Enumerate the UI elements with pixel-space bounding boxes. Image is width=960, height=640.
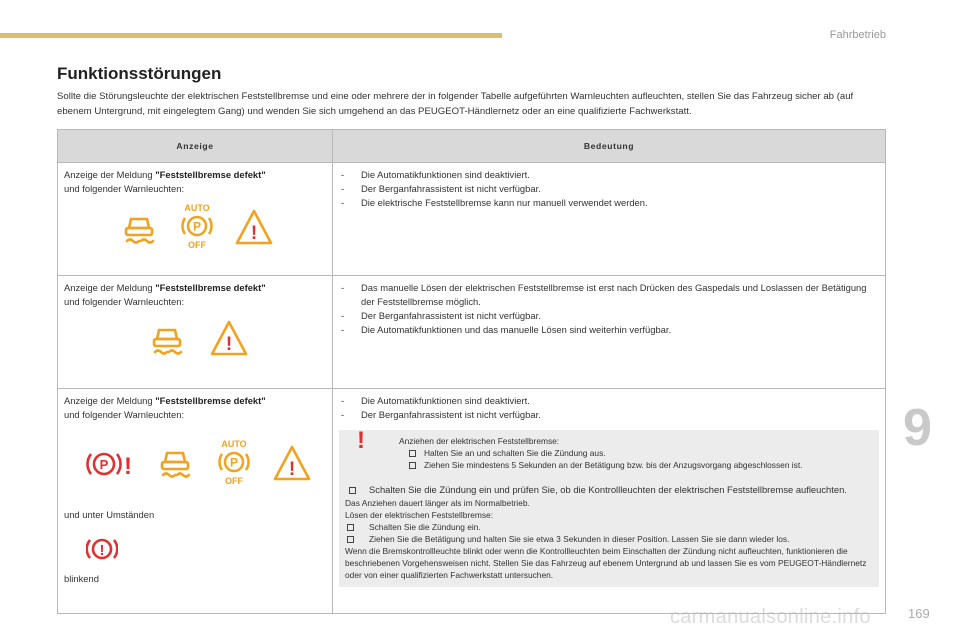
p-label: P bbox=[192, 219, 202, 234]
table-row bbox=[58, 276, 886, 389]
display-cell bbox=[58, 389, 333, 614]
note-header bbox=[345, 427, 873, 481]
note-main-step: Schalten Sie die Zündung ein und prüfen Sie, ob die Kontrollleuchten der elektrischen Feststellbremse aufleuchten. bbox=[345, 483, 873, 497]
table-row bbox=[58, 389, 886, 614]
auto-label: AUTO bbox=[221, 439, 247, 449]
checkbox-icon bbox=[347, 524, 354, 531]
meaning-item: - Die elektrische Feststellbremse kann nur manuell verwendet werden. bbox=[341, 197, 648, 208]
note-heading: Anziehen der elektrischen Feststellbremse: bbox=[399, 436, 560, 446]
auto-park-off-icon bbox=[177, 202, 217, 250]
esc-car-skid-icon bbox=[157, 448, 193, 480]
warning-exclamation-icon: ! bbox=[357, 427, 365, 454]
watermark: carmanualsonline.info bbox=[670, 606, 871, 628]
auto-label: AUTO bbox=[184, 203, 210, 213]
excl-label: ! bbox=[250, 223, 258, 244]
meaning-item: - Die Automatikfunktionen sind deaktiviert. bbox=[341, 169, 530, 180]
checkbox-icon bbox=[349, 487, 356, 494]
off-label: OFF bbox=[188, 240, 206, 250]
page-number: 169 bbox=[908, 606, 930, 621]
chapter-number: 9 bbox=[903, 399, 932, 457]
message-text: Anzeige der Meldung "Feststellbremse defekt" und folgender Warnleuchten: bbox=[64, 282, 266, 307]
warning-triangle-icon bbox=[234, 208, 274, 246]
off-label: OFF bbox=[225, 476, 243, 486]
warning-triangle-icon bbox=[272, 444, 312, 482]
display-cell bbox=[58, 163, 333, 276]
page-title: Funktionsstörungen bbox=[57, 64, 222, 83]
brake-warning-icon bbox=[86, 534, 118, 564]
header-bedeutung: Bedeutung bbox=[333, 130, 886, 163]
warning-lights bbox=[64, 439, 326, 502]
excl-label: ! bbox=[99, 542, 105, 559]
note-paragraph: Wenn die Bremskontrollleuchte blinkt oder wenn die Kontrollleuchten beim Einschalten der Zündung nicht aufleuchten, funktionieren die beschriebenen Vorgehensweisen nicht. Stellen Sie das Fahrzeug auf ebenem Untergrund ab und lassen Sie es vom PEUGEOT-Händlernetz oder von einer qualifizierten Fachwerkstatt untersuchen. bbox=[345, 546, 867, 580]
note-step: Schalten Sie die Zündung ein. bbox=[345, 521, 873, 533]
esc-car-skid-icon bbox=[121, 214, 157, 246]
warning-lights bbox=[64, 323, 326, 383]
excl-label: ! bbox=[288, 459, 296, 480]
note-paragraph: Lösen der elektrischen Feststellbremse: bbox=[345, 510, 494, 520]
malfunction-table bbox=[57, 129, 886, 614]
table-row bbox=[58, 163, 886, 276]
meaning-cell bbox=[333, 389, 886, 614]
note-step: Halten Sie an und schalten Sie die Zündung aus. bbox=[399, 447, 873, 459]
conditional-label: und unter Umständen bbox=[64, 509, 155, 520]
meaning-item: - Die Automatikfunktionen und das manuelle Lösen sind weiterhin verfügbar. bbox=[341, 324, 672, 335]
parking-brake-fault-icon bbox=[84, 444, 134, 484]
header-anzeige: Anzeige bbox=[58, 130, 333, 163]
intro-text: Sollte die Störungsleuchte der elektrischen Feststellbremse und eine oder mehrere der in folgender Tabelle aufgeführten Warnleuchten aufleuchten, stellen Sie das Fahrzeug sicher ab (auf ebenem Untergrund, mit eingelegtem Gang) und wenden Sie sich umgehend an das PEUGEOT-Händlernetz oder an eine qualifizierte Fachwerkstatt. bbox=[57, 91, 854, 117]
message-text: Anzeige der Meldung "Feststellbremse defekt" und folgender Warnleuchten: bbox=[64, 169, 266, 194]
meaning-cell bbox=[333, 276, 886, 389]
p-label: P bbox=[99, 457, 109, 472]
note-step: Ziehen Sie mindestens 5 Sekunden an der Betätigung bzw. bis der Anzugsvorgang abgeschlossen ist. bbox=[399, 459, 873, 471]
checkbox-icon bbox=[409, 462, 416, 469]
blinking-label: blinkend bbox=[64, 573, 99, 584]
meaning-cell bbox=[333, 163, 886, 276]
note-paragraph: Das Anziehen dauert länger als im Normalbetrieb. bbox=[345, 498, 530, 508]
excl-label: ! bbox=[225, 334, 233, 355]
warning-lights bbox=[64, 203, 326, 270]
meaning-item: - Der Berganfahrassistent ist nicht verfügbar. bbox=[341, 310, 541, 321]
excl-label: ! bbox=[124, 453, 132, 480]
meaning-item: - Die Automatikfunktionen sind deaktiviert. bbox=[341, 395, 530, 406]
note-step: Ziehen Sie die Betätigung und halten Sie sie etwa 3 Sekunden in dieser Position. Lassen Sie sie dann wieder los. bbox=[345, 533, 873, 545]
display-cell bbox=[58, 276, 333, 389]
auto-park-off-icon bbox=[214, 438, 254, 486]
blinking-light bbox=[64, 534, 326, 570]
meaning-item: - Der Berganfahrassistent ist nicht verfügbar. bbox=[341, 409, 541, 420]
meaning-item: - Das manuelle Lösen der elektrischen Feststellbremse ist erst nach Drücken des Gaspedals und Loslassen der Betätigung der Feststellbremse möglich. bbox=[341, 282, 867, 307]
p-label: P bbox=[229, 455, 239, 470]
checkbox-icon bbox=[409, 450, 416, 457]
procedure-note bbox=[339, 427, 879, 587]
checkbox-icon bbox=[347, 536, 354, 543]
section-name: Fahrbetrieb bbox=[829, 29, 886, 41]
esc-car-skid-icon bbox=[149, 325, 185, 357]
warning-triangle-icon bbox=[209, 319, 249, 357]
meaning-item: - Der Berganfahrassistent ist nicht verfügbar. bbox=[341, 183, 541, 194]
message-text: Anzeige der Meldung "Feststellbremse defekt" und folgender Warnleuchten: bbox=[64, 395, 266, 420]
header-accent-bar bbox=[0, 33, 502, 38]
